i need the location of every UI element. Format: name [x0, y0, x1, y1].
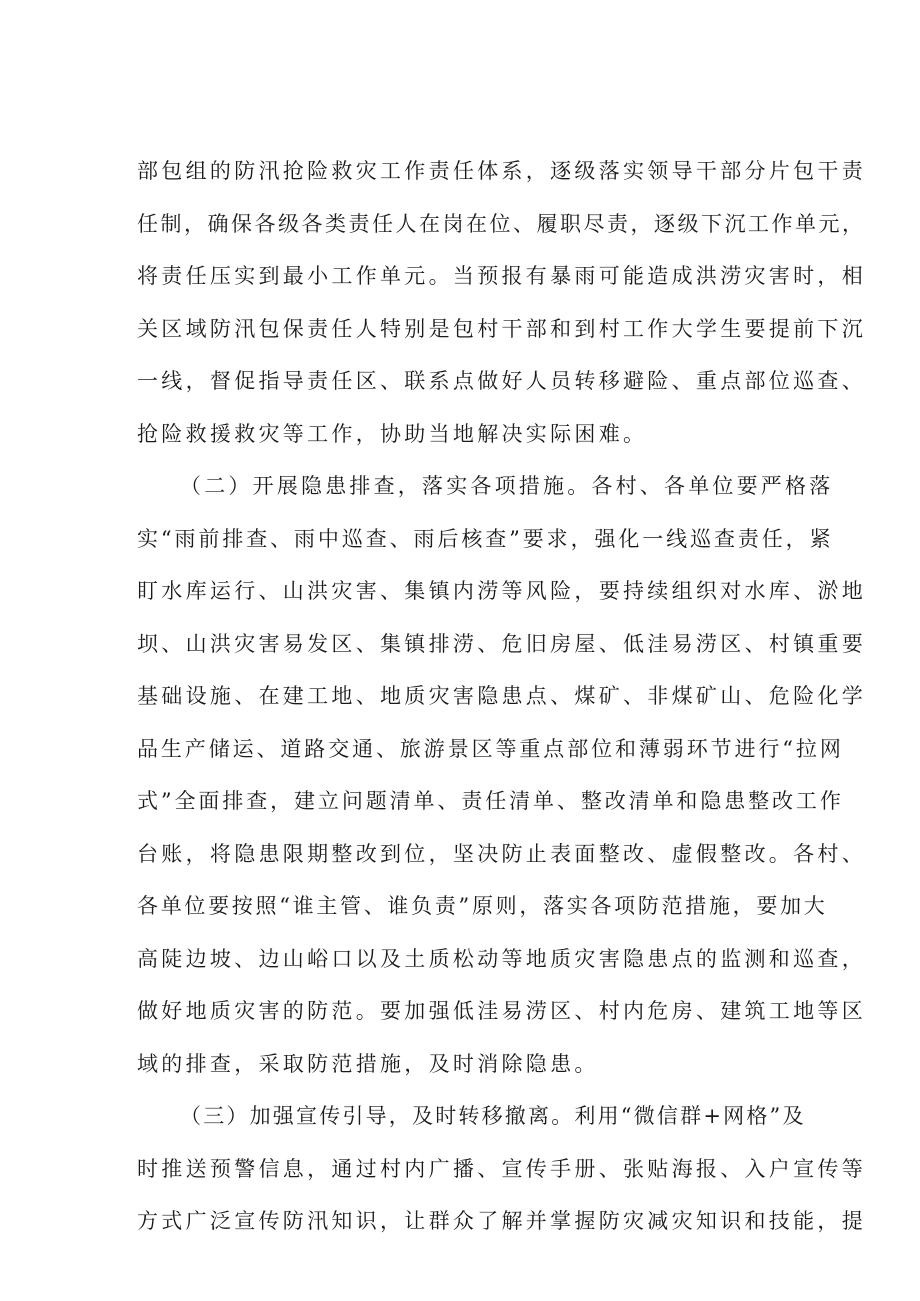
- text-line: 实“雨前排查、雨中巡查、雨后核查”要求，强化一线巡查责任，紧: [137, 527, 834, 551]
- text-line: 抢险救援救灾等工作，协助当地解决实际困难。: [137, 422, 648, 446]
- text-line: （二）开展隐患排查，落实各项措施。各村、各单位要严格落: [180, 474, 834, 498]
- text-line: 坝、山洪灾害易发区、集镇排涝、危旧房屋、低洼易涝区、村镇重要: [137, 632, 866, 656]
- text-line: （三）加强宣传引导，及时转移撤离。利用“微信群+网格”及: [180, 1104, 806, 1128]
- text-line: 方式广泛宣传防汛知识，让群众了解并掌握防灾减灾知识和技能，提: [137, 1209, 866, 1233]
- text-line: 品生产储运、道路交通、旅游景区等重点部位和薄弱环节进行“拉网: [137, 737, 844, 761]
- text-line: 部包组的防汛抢险救灾工作责任体系，逐级落实领导干部分片包干责: [137, 159, 866, 183]
- text-line: 台账，将隐患限期整改到位，坚决防止表面整改、虚假整改。各村、: [137, 842, 866, 866]
- text-line: 做好地质灾害的防范。要加强低洼易涝区、村内危房、建筑工地等区: [137, 999, 866, 1023]
- text-line: 时推送预警信息，通过村内广播、宣传手册、张贴海报、入户宣传等: [137, 1157, 866, 1181]
- text-line: 域的排查，采取防范措施，及时消除隐患。: [137, 1052, 599, 1076]
- text-line: 关区域防汛包保责任人特别是包村干部和到村工作大学生要提前下沉: [137, 317, 866, 341]
- text-line: 盯水库运行、山洪灾害、集镇内涝等风险，要持续组织对水库、淤地: [137, 579, 866, 603]
- text-line: 任制，确保各级各类责任人在岗在位、履职尽责，逐级下沉工作单元，: [137, 212, 866, 236]
- text-line: 各单位要按照“谁主管、谁负责”原则，落实各项防范措施，要加大: [137, 894, 828, 918]
- text-line: 将责任压实到最小工作单元。当预报有暴雨可能造成洪涝灾害时，相: [137, 264, 866, 288]
- text-line: 高陡边坡、边山峪口以及土质松动等地质灾害隐患点的监测和巡查，: [137, 947, 866, 971]
- text-line: 式”全面排查，建立问题清单、责任清单、整改清单和隐患整改工作: [137, 789, 844, 813]
- text-line: 基础设施、在建工地、地质灾害隐患点、煤矿、非煤矿山、危险化学: [137, 684, 866, 708]
- text-line: 一线，督促指导责任区、联系点做好人员转移避险、重点部位巡查、: [137, 369, 866, 393]
